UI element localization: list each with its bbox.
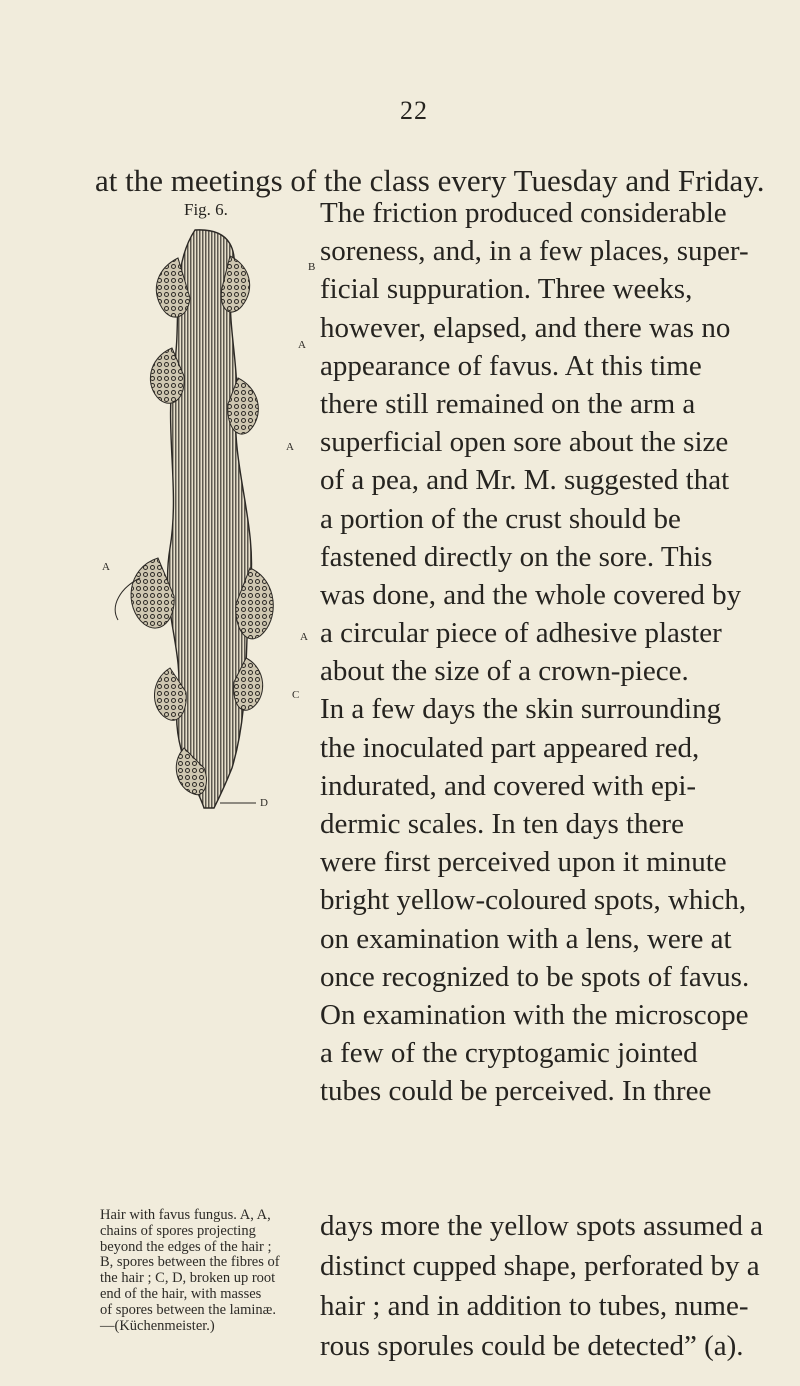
body-line: soreness, and, in a few places, super-: [320, 235, 749, 268]
caption-line: chains of spores projecting: [100, 1222, 256, 1239]
page-number: 22: [400, 96, 428, 125]
body-line: the inoculated part appeared red,: [320, 731, 700, 764]
body-line: was done, and the whole covered by: [320, 578, 742, 611]
body-line: distinct cupped shape, perforated by a: [320, 1250, 760, 1282]
hair-shaft: [168, 230, 252, 808]
body-line: indurated, and covered with epi-: [320, 769, 697, 802]
body-line: The friction produced considerable: [320, 197, 727, 229]
letter-a-upper: A: [298, 339, 306, 351]
body-line: tubes could be perceived. In three: [320, 1075, 712, 1108]
body-line: were first perceived upon it minute: [320, 846, 727, 879]
caption-line: —(Küchenmeister.): [100, 1317, 215, 1334]
body-line: on examination with a lens, were at: [320, 922, 732, 955]
body-line: however, elapsed, and there was no: [320, 311, 731, 344]
body-line: a circular piece of adhesive plaster: [320, 617, 722, 650]
body-line: On examination with the microscope: [320, 998, 749, 1031]
body-line: ficial suppuration. Three weeks,: [320, 273, 693, 306]
body-line: a portion of the crust should be: [320, 502, 681, 535]
body-line: bright yellow-coloured spots, which,: [320, 884, 747, 917]
body-line: hair ; and in addition to tubes, nume-: [320, 1290, 749, 1322]
body-text: [320, 194, 765, 1111]
letter-c: C: [292, 689, 300, 701]
figure-caption: [100, 1208, 312, 1334]
letter-a-right: A: [300, 631, 308, 643]
body-text-continued: [320, 1206, 765, 1366]
opening-line: at the meetings of the class every Tuesday and Friday.: [95, 163, 765, 198]
letter-a-left: A: [102, 561, 110, 573]
body-line: appearance of favus. At this time: [320, 349, 702, 382]
body-line: once recognized to be spots of favus.: [320, 960, 750, 993]
body-line: dermic scales. In ten days there: [320, 808, 684, 840]
favus-hair-illustration: [100, 228, 318, 813]
body-line: of a pea, and Mr. M. suggested that: [320, 464, 730, 497]
caption-line: B, spores between the fibres of: [100, 1254, 280, 1271]
body-line: superficial open sore about the size: [320, 426, 729, 459]
letter-b-top: B: [308, 261, 316, 273]
figure-label: Fig. 6.: [184, 200, 228, 219]
body-line: fastened directly on the sore. This: [320, 540, 713, 573]
caption-line: end of the hair, with masses: [100, 1285, 262, 1302]
letter-d: D: [260, 797, 268, 809]
caption-line: beyond the edges of the hair ;: [100, 1238, 272, 1255]
caption-line: of spores between the laminæ.: [100, 1301, 276, 1318]
body-line: days more the yellow spots assumed a: [320, 1210, 763, 1242]
body-line: about the size of a crown-piece.: [320, 655, 689, 688]
body-line: In a few days the skin surrounding: [320, 693, 722, 726]
body-line: there still remained on the arm a: [320, 387, 696, 420]
body-line: a few of the cryptogamic jointed: [320, 1037, 698, 1070]
body-line: rous sporules could be detected” (a).: [320, 1330, 744, 1362]
letter-a-middle: A: [286, 441, 294, 453]
caption-line: the hair ; C, D, broken up root: [100, 1270, 276, 1287]
caption-line: Hair with favus fungus. A, A,: [100, 1207, 271, 1223]
